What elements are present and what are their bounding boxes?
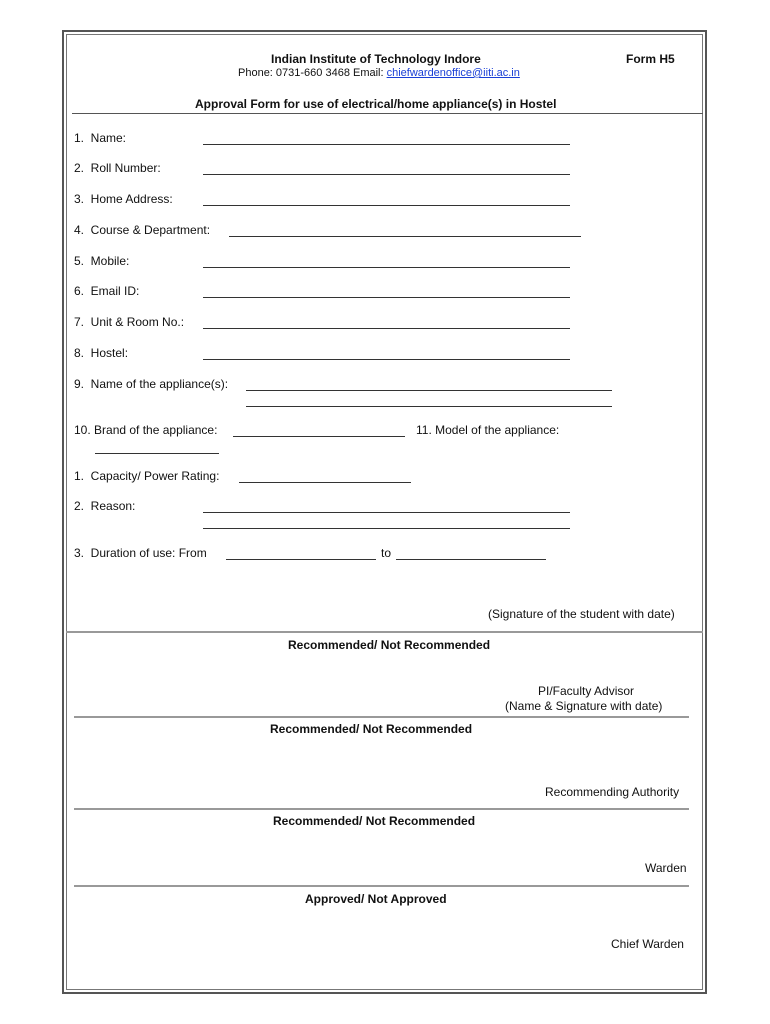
student-signature-caption: (Signature of the student with date) <box>488 607 675 621</box>
advisor-signature-note: (Name & Signature with date) <box>505 699 663 713</box>
reason-label: 2. Reason: <box>74 499 136 513</box>
hostel-label: 8. Hostel: <box>74 346 129 360</box>
mobile-input-line[interactable] <box>203 267 570 268</box>
model-label: 11. Model of the appliance: <box>416 423 560 437</box>
warden-recommendation-status: Recommended/ Not Recommended <box>273 814 476 828</box>
unit-room-input-line[interactable] <box>203 328 570 329</box>
form-title: Approval Form for use of electrical/home appliance(s) in Hostel <box>195 97 557 111</box>
phone-text: Phone: 0731-660 3468 Email: <box>238 67 387 79</box>
unit-room-label: 7. Unit & Room No.: <box>74 315 185 329</box>
capacity-label: 1. Capacity/ Power Rating: <box>74 469 220 483</box>
name-input-line[interactable] <box>203 144 570 145</box>
advisor-section-divider <box>74 716 689 718</box>
roll-number-input-line[interactable] <box>203 174 570 175</box>
duration-from-label: 3. Duration of use: From <box>74 546 207 560</box>
institute-name: Indian Institute of Technology Indore <box>271 52 481 66</box>
contact-line <box>238 67 520 79</box>
email-id-label: 6. Email ID: <box>74 284 140 298</box>
duration-to-input-line[interactable] <box>396 559 546 560</box>
model-input-line[interactable] <box>95 453 219 454</box>
chief-approval-status: Approved/ Not Approved <box>305 892 447 906</box>
capacity-input-line[interactable] <box>239 482 411 483</box>
authority-recommendation-status: Recommended/ Not Recommended <box>270 722 473 736</box>
course-department-input-line[interactable] <box>229 236 581 237</box>
advisor-recommendation-status: Recommended/ Not Recommended <box>288 638 491 652</box>
email-id-input-line[interactable] <box>203 297 570 298</box>
appliance-name-label: 9. Name of the appliance(s): <box>74 377 229 391</box>
home-address-input-line[interactable] <box>203 205 570 206</box>
home-address-label: 3. Home Address: <box>74 192 173 206</box>
brand-label: 10. Brand of the appliance: <box>74 423 218 437</box>
reason-input-line-1[interactable] <box>203 512 570 513</box>
advisor-role: PI/Faculty Advisor <box>538 684 635 698</box>
duration-from-input-line[interactable] <box>226 559 376 560</box>
warden-section-divider <box>74 885 689 887</box>
brand-input-line[interactable] <box>233 436 405 437</box>
chief-warden-role: Chief Warden <box>611 937 684 951</box>
course-department-label: 4. Course & Department: <box>74 223 211 237</box>
appliance-name-input-line-2[interactable] <box>246 406 612 407</box>
warden-role: Warden <box>645 861 687 875</box>
header-divider <box>72 113 703 114</box>
student-section-divider <box>66 631 703 633</box>
name-label: 1. Name: <box>74 131 127 145</box>
authority-role: Recommending Authority <box>545 785 680 799</box>
authority-section-divider <box>74 808 689 810</box>
hostel-input-line[interactable] <box>203 359 570 360</box>
reason-input-line-2[interactable] <box>203 528 570 529</box>
form-id: Form H5 <box>626 52 675 66</box>
appliance-name-input-line-1[interactable] <box>246 390 612 391</box>
roll-number-label: 2. Roll Number: <box>74 161 161 175</box>
email-link[interactable]: chiefwardenoffice@iiti.ac.in <box>386 67 520 79</box>
mobile-label: 5. Mobile: <box>74 254 130 268</box>
duration-to-label: to <box>381 546 392 560</box>
